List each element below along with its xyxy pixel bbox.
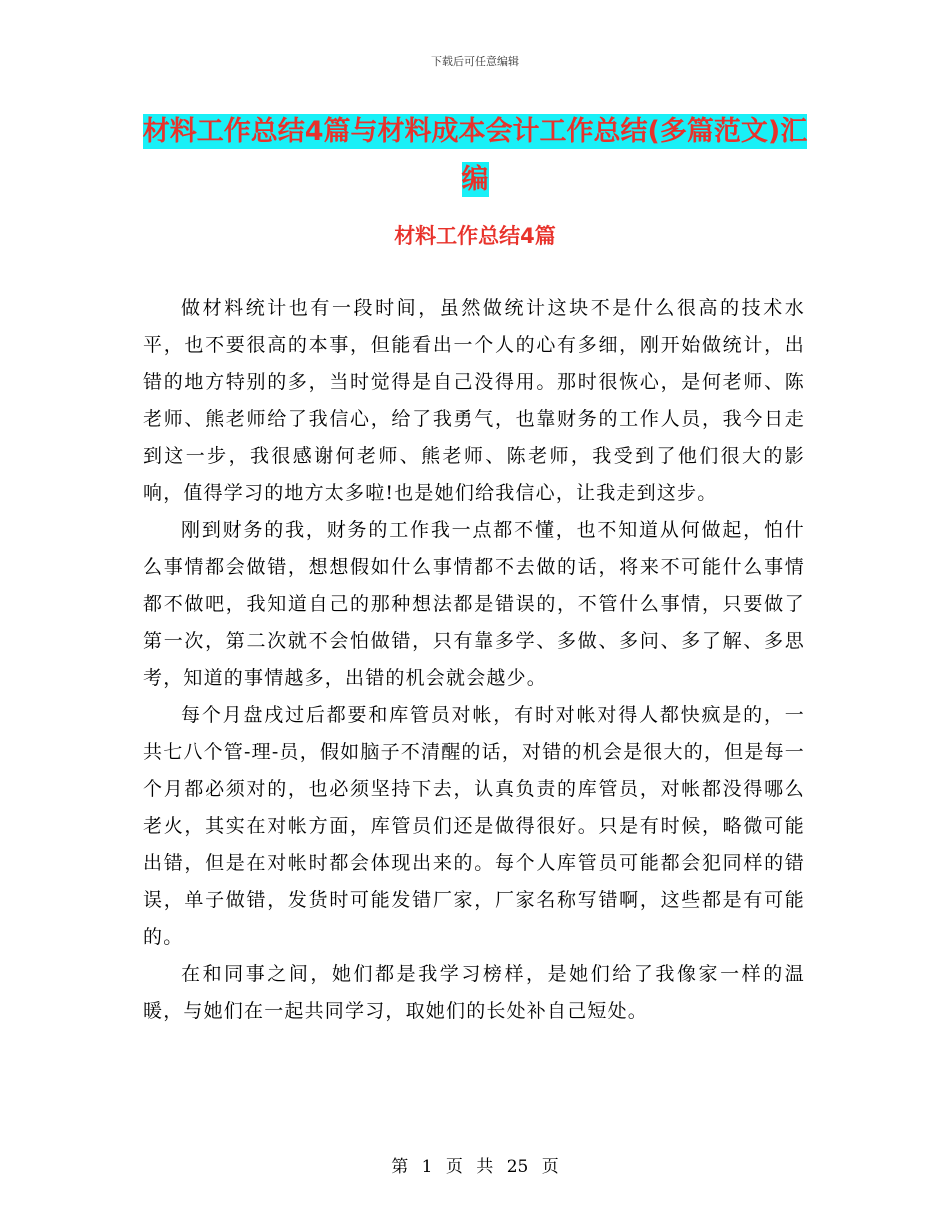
document-body: [143, 290, 805, 1030]
paragraph: 每个月盘戌过后都要和库管员对帐，有时对帐对得人都快疯是的，一共七八个管-理-员，假如脑子不清醒的话，对错的机会是很大的，但是每一个月都必须对的，也必须坚持下去，认真负责的库管员，对帐都没得哪么老火，其实在对帐方面，库管员们还是做得很好。只是有时候，略微可能出错，但是在对帐时都会体现出来的。每个人库管员可能都会犯同样的错误，单子做错，发货时可能发错厂家，厂家名称写错啊，这些都是有可能的。: [143, 704, 805, 948]
paragraph: 做材料统计也有一段时间，虽然做统计这块不是什么很高的技术水平，也不要很高的本事，但能看出一个人的心有多细，刚开始做统计，出错的地方特别的多，当时觉得是自己没得用。那时很恢心，是何老师、陈老师、熊老师给了我信心，给了我勇气，也靠财务的工作人员，我今日走到这一步，我很感谢何老师、熊老师、陈老师，我受到了他们很大的影响，值得学习的地方太多啦!也是她们给我信心，让我走到这步。: [143, 297, 805, 504]
page-label-total-prefix: 共: [476, 1157, 494, 1177]
page-label-suffix: 页: [541, 1157, 559, 1177]
document-title-text: 材料工作总结4篇与材料成本会计工作总结(多篇范文)汇编: [142, 116, 808, 195]
paragraph: 刚到财务的我，财务的工作我一点都不懂，也不知道从何做起，怕什么事情都会做错，想想假如什么事情都不去做的话，将来不可能什么事情都不做吧，我知道自己的那种想法都是错误的，不管什么事情，只要做了第一次，第二次就不会怕做错，只有靠多学、多做、多问、多了解、多思考，知道的事情越多，出错的机会就会越少。: [143, 519, 805, 689]
document-title: [140, 108, 810, 204]
page-footer: [0, 1152, 950, 1177]
paragraph: 在和同事之间，她们都是我学习榜样，是她们给了我像家一样的温暖，与她们在一起共同学习，取她们的长处补自己短处。: [143, 963, 805, 1022]
page-total: 25: [506, 1157, 529, 1177]
page-current: 1: [421, 1157, 433, 1177]
page-label-mid: 页: [445, 1157, 463, 1177]
section-title: 材料工作总结4篇: [394, 224, 556, 248]
header-note: 下载后可任意编辑: [431, 55, 519, 68]
page-label-prefix: 第: [391, 1157, 409, 1177]
